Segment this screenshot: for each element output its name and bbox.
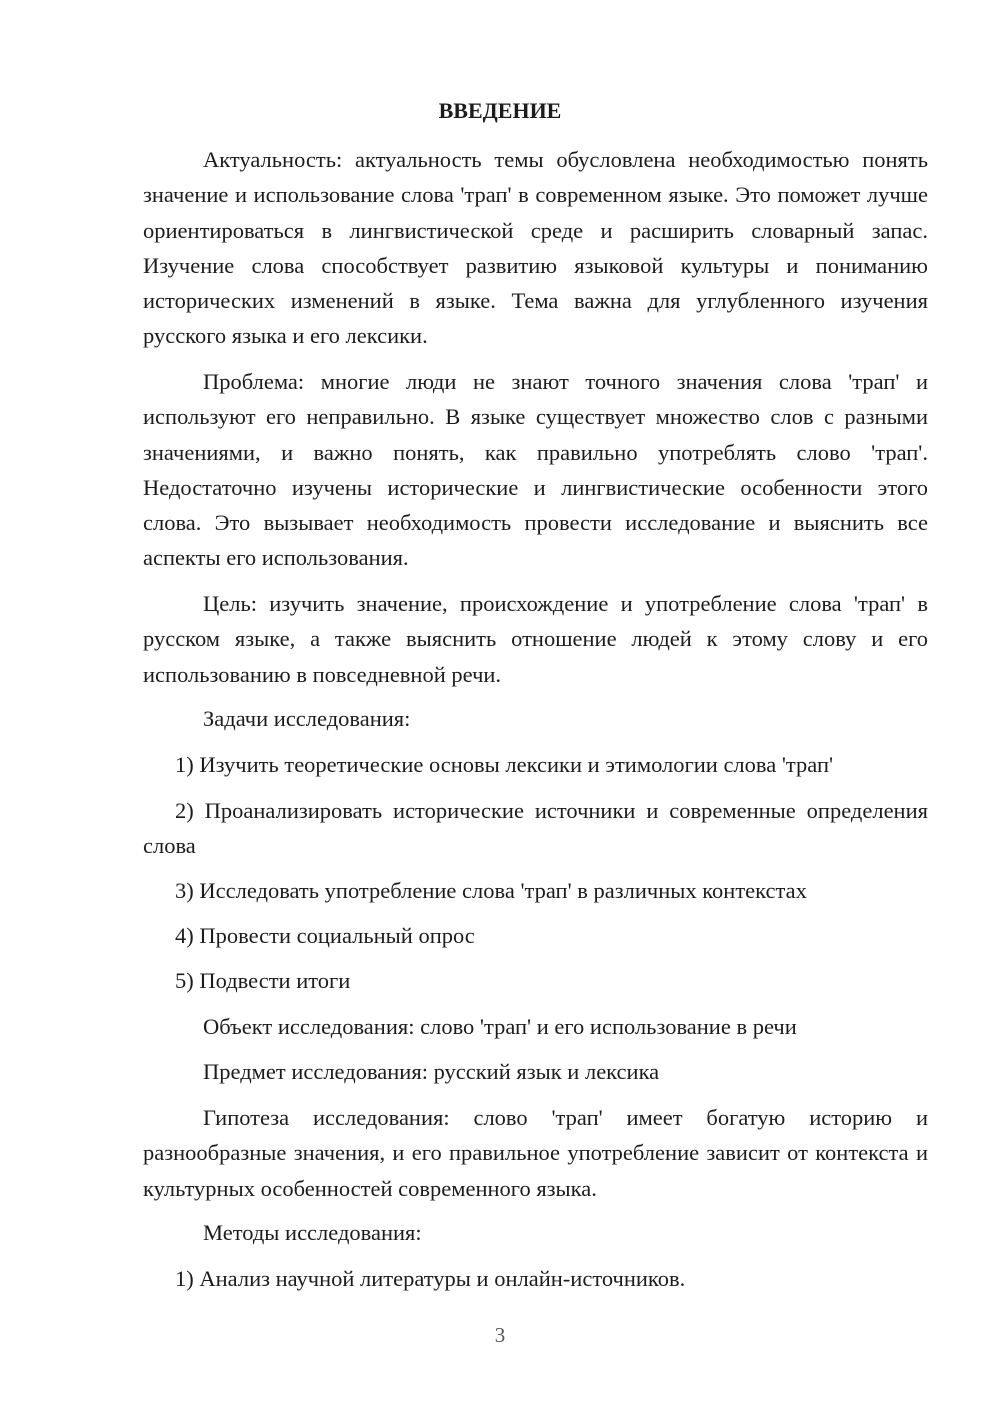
problem-paragraph: Проблема: многие люди не знают точного значения слова 'трап' и используют его неправильно. В языке существует множество слов с разными значениями, и важно понять, как правильно употреблять слово 'трап'. Недостаточно изучены исторические и лингвистические особенности этого слова. Это вызывает необходимость провести исследование и выяснить все аспекты его использования. — [143, 369, 928, 571]
methods-heading: Методы исследования: — [203, 1220, 422, 1245]
tasks-heading: Задачи исследования: — [203, 706, 411, 731]
task-item: 2) Проанализировать исторические источники и современные определения слова — [143, 798, 928, 859]
task-item: 5) Подвести итоги — [175, 968, 351, 993]
method-item: 1) Анализ научной литературы и онлайн-источников. — [175, 1266, 686, 1291]
relevance-paragraph: Актуальность: актуальность темы обусловлена необходимостью понять значение и использование слова 'трап' в современном языке. Это поможет лучше ориентироваться в лингвистической среде и расширить словарный запас. Изучение слова способствует развитию языковой культуры и пониманию исторических изменений в языке. Тема важна для углубленного изучения русского языка и его лексики. — [143, 147, 928, 349]
page-number: 3 — [494, 1323, 506, 1347]
task-item: 4) Провести социальный опрос — [175, 923, 475, 948]
page-title: ВВЕДЕНИЕ — [438, 98, 562, 123]
hypothesis-paragraph: Гипотеза исследования: слово 'трап' имеет богатую историю и разнообразные значения, и его правильное употребление зависит от контекста и культурных особенностей современного языка. — [143, 1105, 928, 1201]
goal-paragraph: Цель: изучить значение, происхождение и употребление слова 'трап' в русском языке, а также выяснить отношение людей к этому слову и его использованию в повседневной речи. — [143, 591, 928, 687]
object-line: Объект исследования: слово 'трап' и его использование в речи — [203, 1014, 797, 1039]
subject-line: Предмет исследования: русский язык и лексика — [203, 1059, 660, 1084]
task-item: 3) Исследовать употребление слова 'трап' в различных контекстах — [175, 878, 807, 903]
task-item: 1) Изучить теоретические основы лексики и этимологии слова 'трап' — [175, 752, 834, 777]
